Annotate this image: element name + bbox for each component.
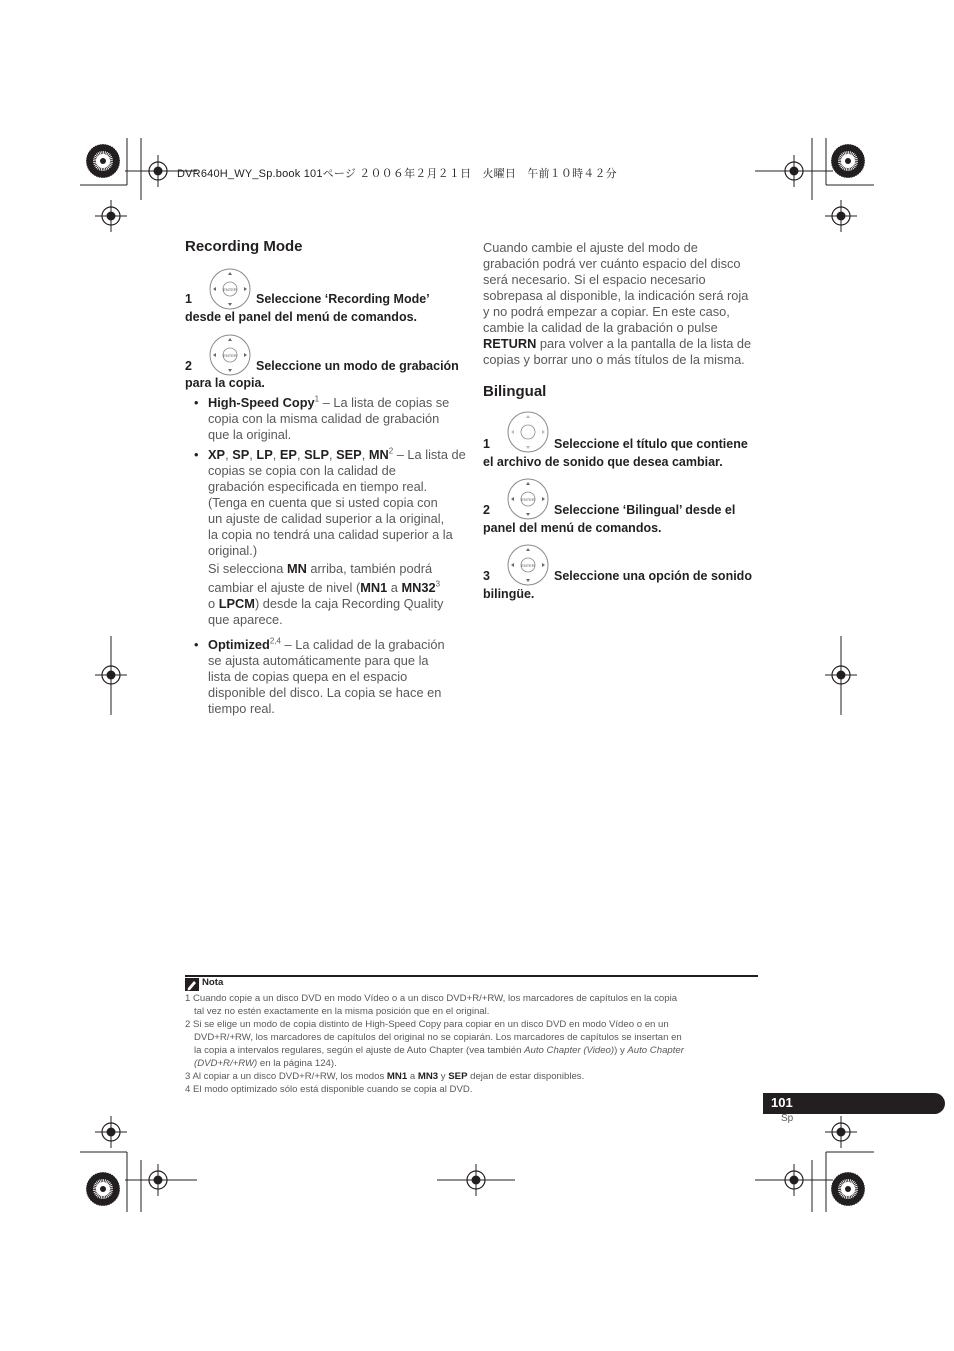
- step-text: Seleccione ‘Recording Mode’: [256, 292, 430, 306]
- starburst-mark-bl: [86, 1172, 120, 1206]
- note-pencil-icon: [185, 978, 199, 991]
- bullet-optimized: • Optimized$^{2,4}$ – La calidad de la grabación se ajusta automáticamente para que la lista de copias quepa en el espacio disponible del disco. La copia se hace en tiempo real.: [194, 636, 445, 716]
- step-text: Seleccione un modo de grabación: [256, 359, 459, 373]
- starburst-mark-tl: [86, 144, 120, 178]
- recording-mode-paragraph: Cuando cambie el ajuste del modo de grabación podrá ver cuánto espacio del disco será necesario. Si el espacio necesario sobrepasa al disponible, la indicación será roja y no podrá empezar a copiar. En este caso, cambie la calidad de la grabación o pulse RETURN para volver a la pantalla de la lista de copias y borrar uno o más títulos de la misma.: [483, 240, 752, 367]
- footnote-3: 3 Al copiar a un disco DVD+R/+RW, los modos MN1 a MN3 y SEP dejan de estar disponibles.: [185, 1071, 585, 1082]
- starburst-mark-br: [831, 1172, 865, 1206]
- step-text-cont: panel del menú de comandos.: [483, 521, 662, 535]
- step-number: 3: [483, 569, 490, 583]
- step-text-cont: desde el panel del menú de comandos.: [185, 310, 418, 324]
- page-language: Sp: [781, 1113, 794, 1124]
- registration-mark: [95, 1116, 127, 1148]
- step-3-bilingual: [483, 567, 752, 585]
- step-number: 2: [185, 359, 192, 373]
- step-number: 1: [483, 437, 490, 451]
- step-text: Seleccione ‘Bilingual’ desde el: [554, 503, 736, 517]
- step-2-bilingual: [483, 501, 735, 519]
- starburst-mark-tr: [831, 144, 865, 178]
- heading-bilingual: Bilingual: [483, 383, 547, 400]
- footnotes: 1 Cuando copie a un disco DVD en modo Vídeo o a un disco DVD+R/+RW, los marcadores de capítulos en la copia tal vez no estén exactamente en la misma posición que en el original. 2 Si se elige un modo de copia distinto de High-Speed Copy para copiar en un disco DVD en modo Vídeo o en un DVD+R/+RW, los marcadores de capítulos del original no se copiarán. Los marcadores de capítulos se insertan en la copia a intervalos regulares, según el ajuste de Auto Chapter (vea también Auto Chapter (Video)) y Auto Chapter (DVD+R/+RW) en la página 124). 3 Al copiar a un disco DVD+R/+RW, los modos MN1 a MN3 y SEP dejan de estar disponibles. 4 El modo optimizado sólo está disponible cuando se copia al DVD.: [185, 992, 765, 1096]
- remote-enter-label: ENTER: [521, 563, 535, 568]
- step-2-recording: [185, 357, 459, 375]
- registration-mark: [825, 1116, 857, 1148]
- footnote-1: 1 Cuando copie a un disco DVD en modo Vídeo o a un disco DVD+R/+RW, los marcadores de capítulos en la copia: [185, 993, 678, 1004]
- page-number: 101: [771, 1095, 793, 1110]
- step-1-recording: [185, 290, 430, 308]
- registration-mark: [825, 200, 857, 232]
- bullet-high-speed-copy: • High-Speed Copy$^1$ – La lista de copias se copia con la misma calidad de grabación que la original.: [194, 394, 450, 442]
- step-text-cont: bilingüe.: [483, 587, 535, 601]
- step-number: 1: [185, 292, 192, 306]
- step-text-cont: el archivo de sonido que desea cambiar.: [483, 455, 723, 469]
- step-text: Seleccione el título que contiene: [554, 437, 748, 451]
- heading-recording-mode: Recording Mode: [185, 238, 303, 255]
- bullet-quality-modes: • XP, SP, LP, EP, SLP, SEP, $MN^2$ – La lista de copias se copia con la calidad de grabación especificada en tiempo real. (Tenga en cuenta que si usted copia con un ajuste de calidad superior a la original, la copia no tendrá una calidad superior a la original.) Si selecciona MN arriba, también podrá cambiar el ajuste de nivel (MN1 a $MN32^3$ o LPCM) desde la caja Recording Quality que aparece.: [194, 446, 466, 627]
- step-text: Seleccione una opción de sonido: [554, 569, 752, 583]
- remote-enter-label: ENTER: [521, 497, 535, 502]
- step-number: 2: [483, 503, 490, 517]
- step-1-bilingual: [483, 435, 748, 453]
- footnote-2: 2 Si se elige un modo de copia distinto de High-Speed Copy para copiar en un disco DVD en modo Vídeo o en un: [185, 1019, 669, 1030]
- remote-enter-label: ENTER: [223, 353, 237, 358]
- step-text-cont: para la copia.: [185, 376, 265, 390]
- file-header: DVR640H_WY_Sp.book 101ページ ２００６年２月２１日 火曜日 午前１０時４２分: [177, 168, 617, 180]
- note-divider: [185, 975, 758, 977]
- note-label: Nota: [202, 977, 224, 988]
- registration-mark: [95, 200, 127, 232]
- footnote-4: 4 El modo optimizado sólo está disponible cuando se copia al DVD.: [185, 1084, 473, 1095]
- remote-enter-label: ENTER: [223, 287, 237, 292]
